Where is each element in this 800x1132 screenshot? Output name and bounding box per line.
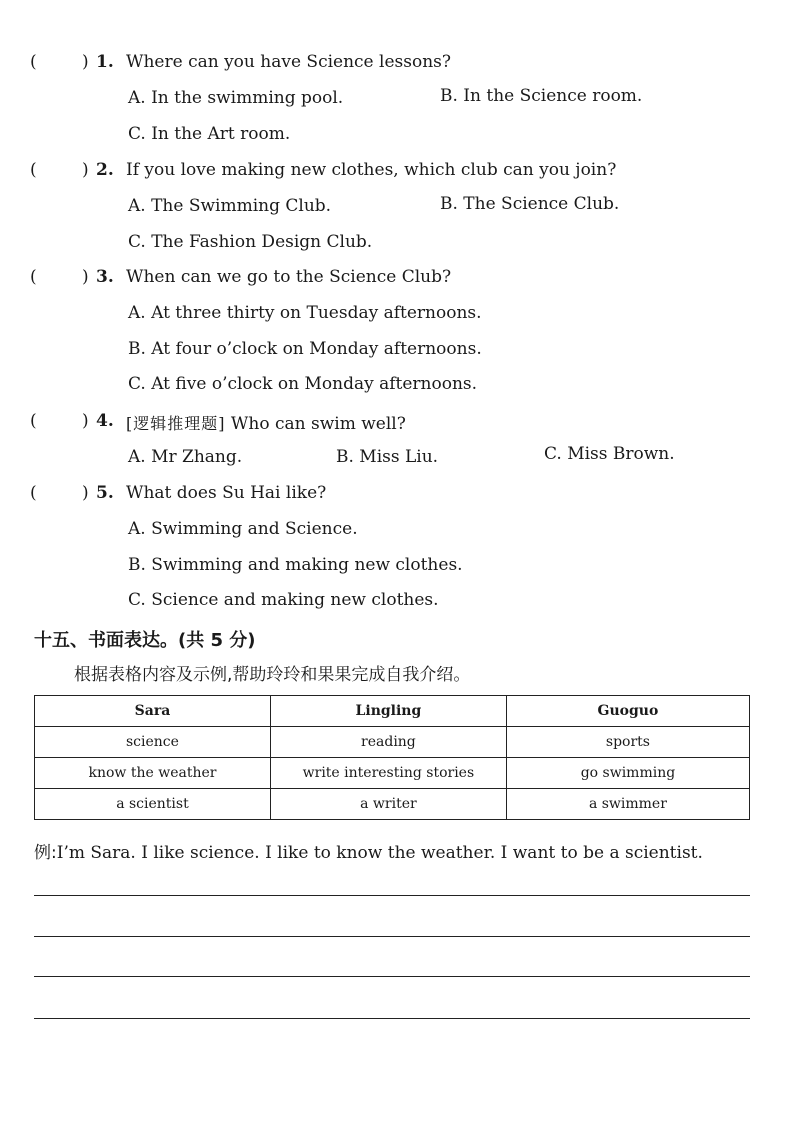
question-number: 3.: [96, 267, 114, 287]
writing-line[interactable]: [34, 936, 750, 937]
table-header-row: [35, 696, 750, 727]
table-cell: a swimmer: [506, 789, 749, 820]
answer-paren-open: (: [30, 483, 37, 503]
question-text: If you love making new clothes, which club can you join?: [126, 160, 617, 180]
question-tag: [逻辑推理题]: [126, 414, 226, 433]
table-cell: know the weather: [35, 758, 271, 789]
option-a: A. At three thirty on Tuesday afternoons.: [128, 303, 482, 323]
question-number: 2.: [96, 160, 114, 180]
table-cell: a writer: [270, 789, 506, 820]
table-cell: sports: [506, 727, 749, 758]
option-b: B. The Science Club.: [440, 194, 620, 214]
answer-paren-close: ): [82, 483, 89, 503]
answer-paren-close: ): [82, 160, 89, 180]
question-number: 1.: [96, 52, 114, 72]
question-text: Who can swim well?: [230, 414, 406, 434]
option-b: B. In the Science room.: [440, 86, 643, 106]
option-a: A. Swimming and Science.: [128, 519, 358, 539]
answer-paren-open: (: [30, 267, 37, 287]
answer-paren-open: (: [30, 160, 37, 180]
writing-line[interactable]: [34, 895, 750, 896]
table-row: [35, 758, 750, 789]
answer-paren-close: ): [82, 411, 89, 431]
option-c: C. The Fashion Design Club.: [128, 232, 373, 252]
option-b: B. At four o’clock on Monday afternoons.: [128, 339, 482, 359]
option-b: B. Miss Liu.: [336, 447, 439, 467]
example-text: I’m Sara. I like science. I like to know the weather. I want to be a scientist.: [56, 843, 703, 863]
option-c: C. Miss Brown.: [544, 444, 675, 464]
info-table: [34, 695, 750, 820]
question-number: 5.: [96, 483, 114, 503]
table-cell: reading: [270, 727, 506, 758]
table-cell: write interesting stories: [270, 758, 506, 789]
table-cell: go swimming: [506, 758, 749, 789]
column-header: Sara: [35, 696, 271, 727]
table-row: [35, 789, 750, 820]
section-title: 十五、书面表达。(共 5 分): [34, 630, 256, 651]
table-cell: a scientist: [35, 789, 271, 820]
option-c: C. At five o’clock on Monday afternoons.: [128, 374, 478, 394]
question-text: When can we go to the Science Club?: [126, 267, 452, 287]
question-number: 4.: [96, 411, 114, 431]
answer-paren-open: (: [30, 411, 37, 431]
writing-line[interactable]: [34, 1018, 750, 1019]
table-row: [35, 727, 750, 758]
option-a: A. The Swimming Club.: [128, 196, 332, 216]
option-a: A. In the swimming pool.: [128, 88, 344, 108]
column-header: Guoguo: [506, 696, 749, 727]
option-c: C. In the Art room.: [128, 124, 291, 144]
section-instruction: 根据表格内容及示例,帮助玲玲和果果完成自我介绍。: [74, 665, 471, 685]
writing-line[interactable]: [34, 976, 750, 977]
answer-paren-open: (: [30, 52, 37, 72]
question-text: Where can you have Science lessons?: [126, 52, 451, 72]
answer-paren-close: ): [82, 52, 89, 72]
example-sentence: [34, 838, 703, 863]
option-c: C. Science and making new clothes.: [128, 590, 439, 610]
answer-paren-close: ): [82, 267, 89, 287]
example-label: 例:: [34, 843, 57, 863]
option-a: A. Mr Zhang.: [128, 447, 243, 467]
option-b: B. Swimming and making new clothes.: [128, 555, 463, 575]
table-cell: science: [35, 727, 271, 758]
question-text: What does Su Hai like?: [126, 483, 327, 503]
column-header: Lingling: [270, 696, 506, 727]
